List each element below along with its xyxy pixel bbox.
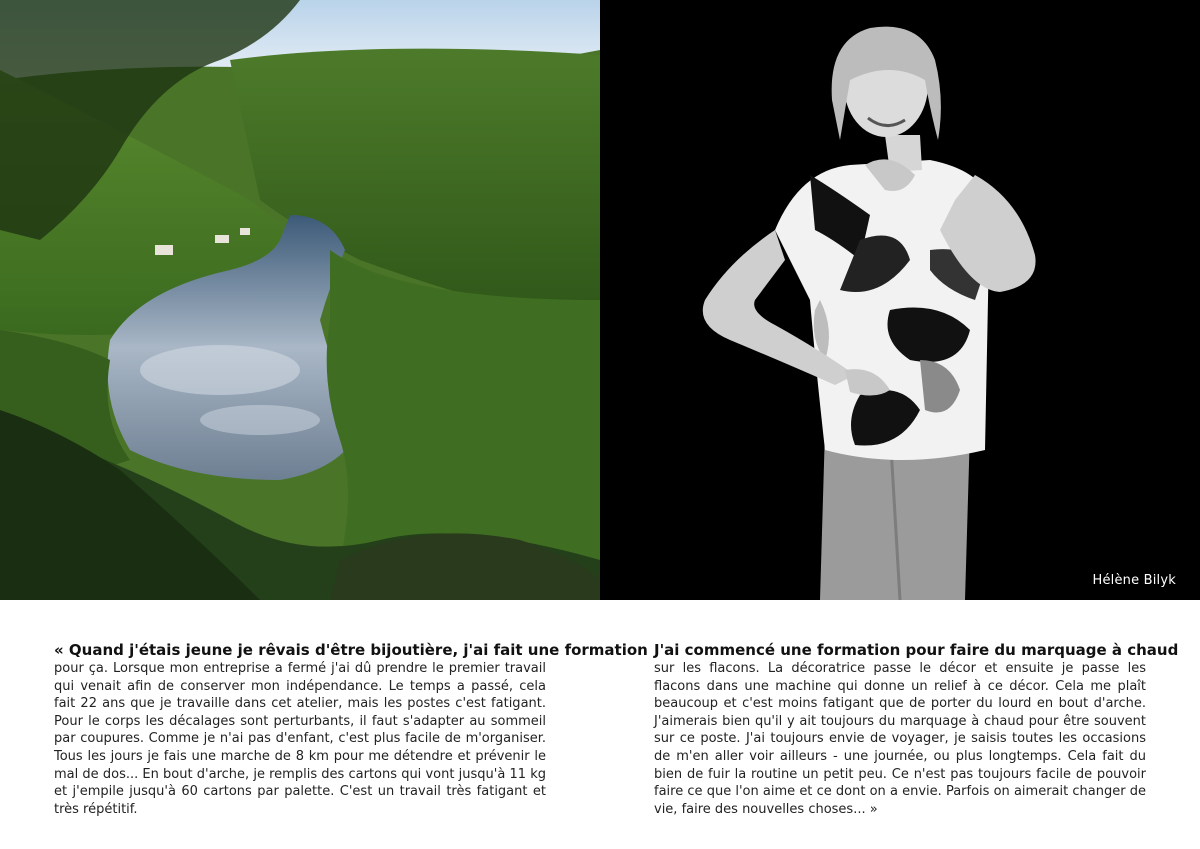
portrait-photo xyxy=(600,0,1200,600)
landscape-photo xyxy=(0,0,600,600)
quote-lead-left: « Quand j'étais jeune je rêvais d'être bijoutière, j'ai fait une formation xyxy=(54,641,648,659)
quote-body-right: sur les flacons. La décoratrice passe le décor et ensuite je passe les flacons dans une machine qui donne un relief à ce décor. Cela me plaît beaucoup et c'est moins fatigant que de porter du lourd en bout d'arche. J'aimerais bien qu'il y ait toujours du marquage à chaud pour être souvent sur ce poste. J'ai toujours envie de voyager, je saisis toutes les occasions de m'en aller voir ailleurs - une journée, ou plus longtemps. Cela fait du bien de fuir la routine un petit peu. Ce n'est pas toujours facile de pouvoir faire ce que l'on aime et ce dont on a envie. Parfois on aimerait changer de vie, faire des nouvelles choses... » xyxy=(654,661,1146,817)
photo-credit: Hélène Bilyk xyxy=(1092,573,1176,588)
quote-body-left: pour ça. Lorsque mon entreprise a fermé j'ai dû prendre le premier travail qui venait afin de conserver mon indépendance. Le temps a passé, cela fait 22 ans que je travaille dans cet atelier, mais les postes c'est fatigant. Pour le corps les décalages sont perturbants, il faut s'adapter au sommeil par coupures. Comme je n'ai pas d'enfant, c'est plus facile de m'organiser. Tous les jours je fais une marche de 8 km pour me détendre et prévenir le mal de dos... En bout d'arche, je remplis des cartons qui vont jusqu'à 11 kg et j'empile jusqu'à 60 cartons par palette. C'est un travail très fatigant et très répétitif. xyxy=(54,661,546,817)
portrait-illustration xyxy=(600,0,1200,600)
text-column-right xyxy=(654,640,1179,818)
text-column-left xyxy=(54,640,648,818)
quote-lead-right: J'ai commencé une formation pour faire du marquage à chaud xyxy=(654,641,1179,659)
landscape-illustration xyxy=(0,0,600,600)
